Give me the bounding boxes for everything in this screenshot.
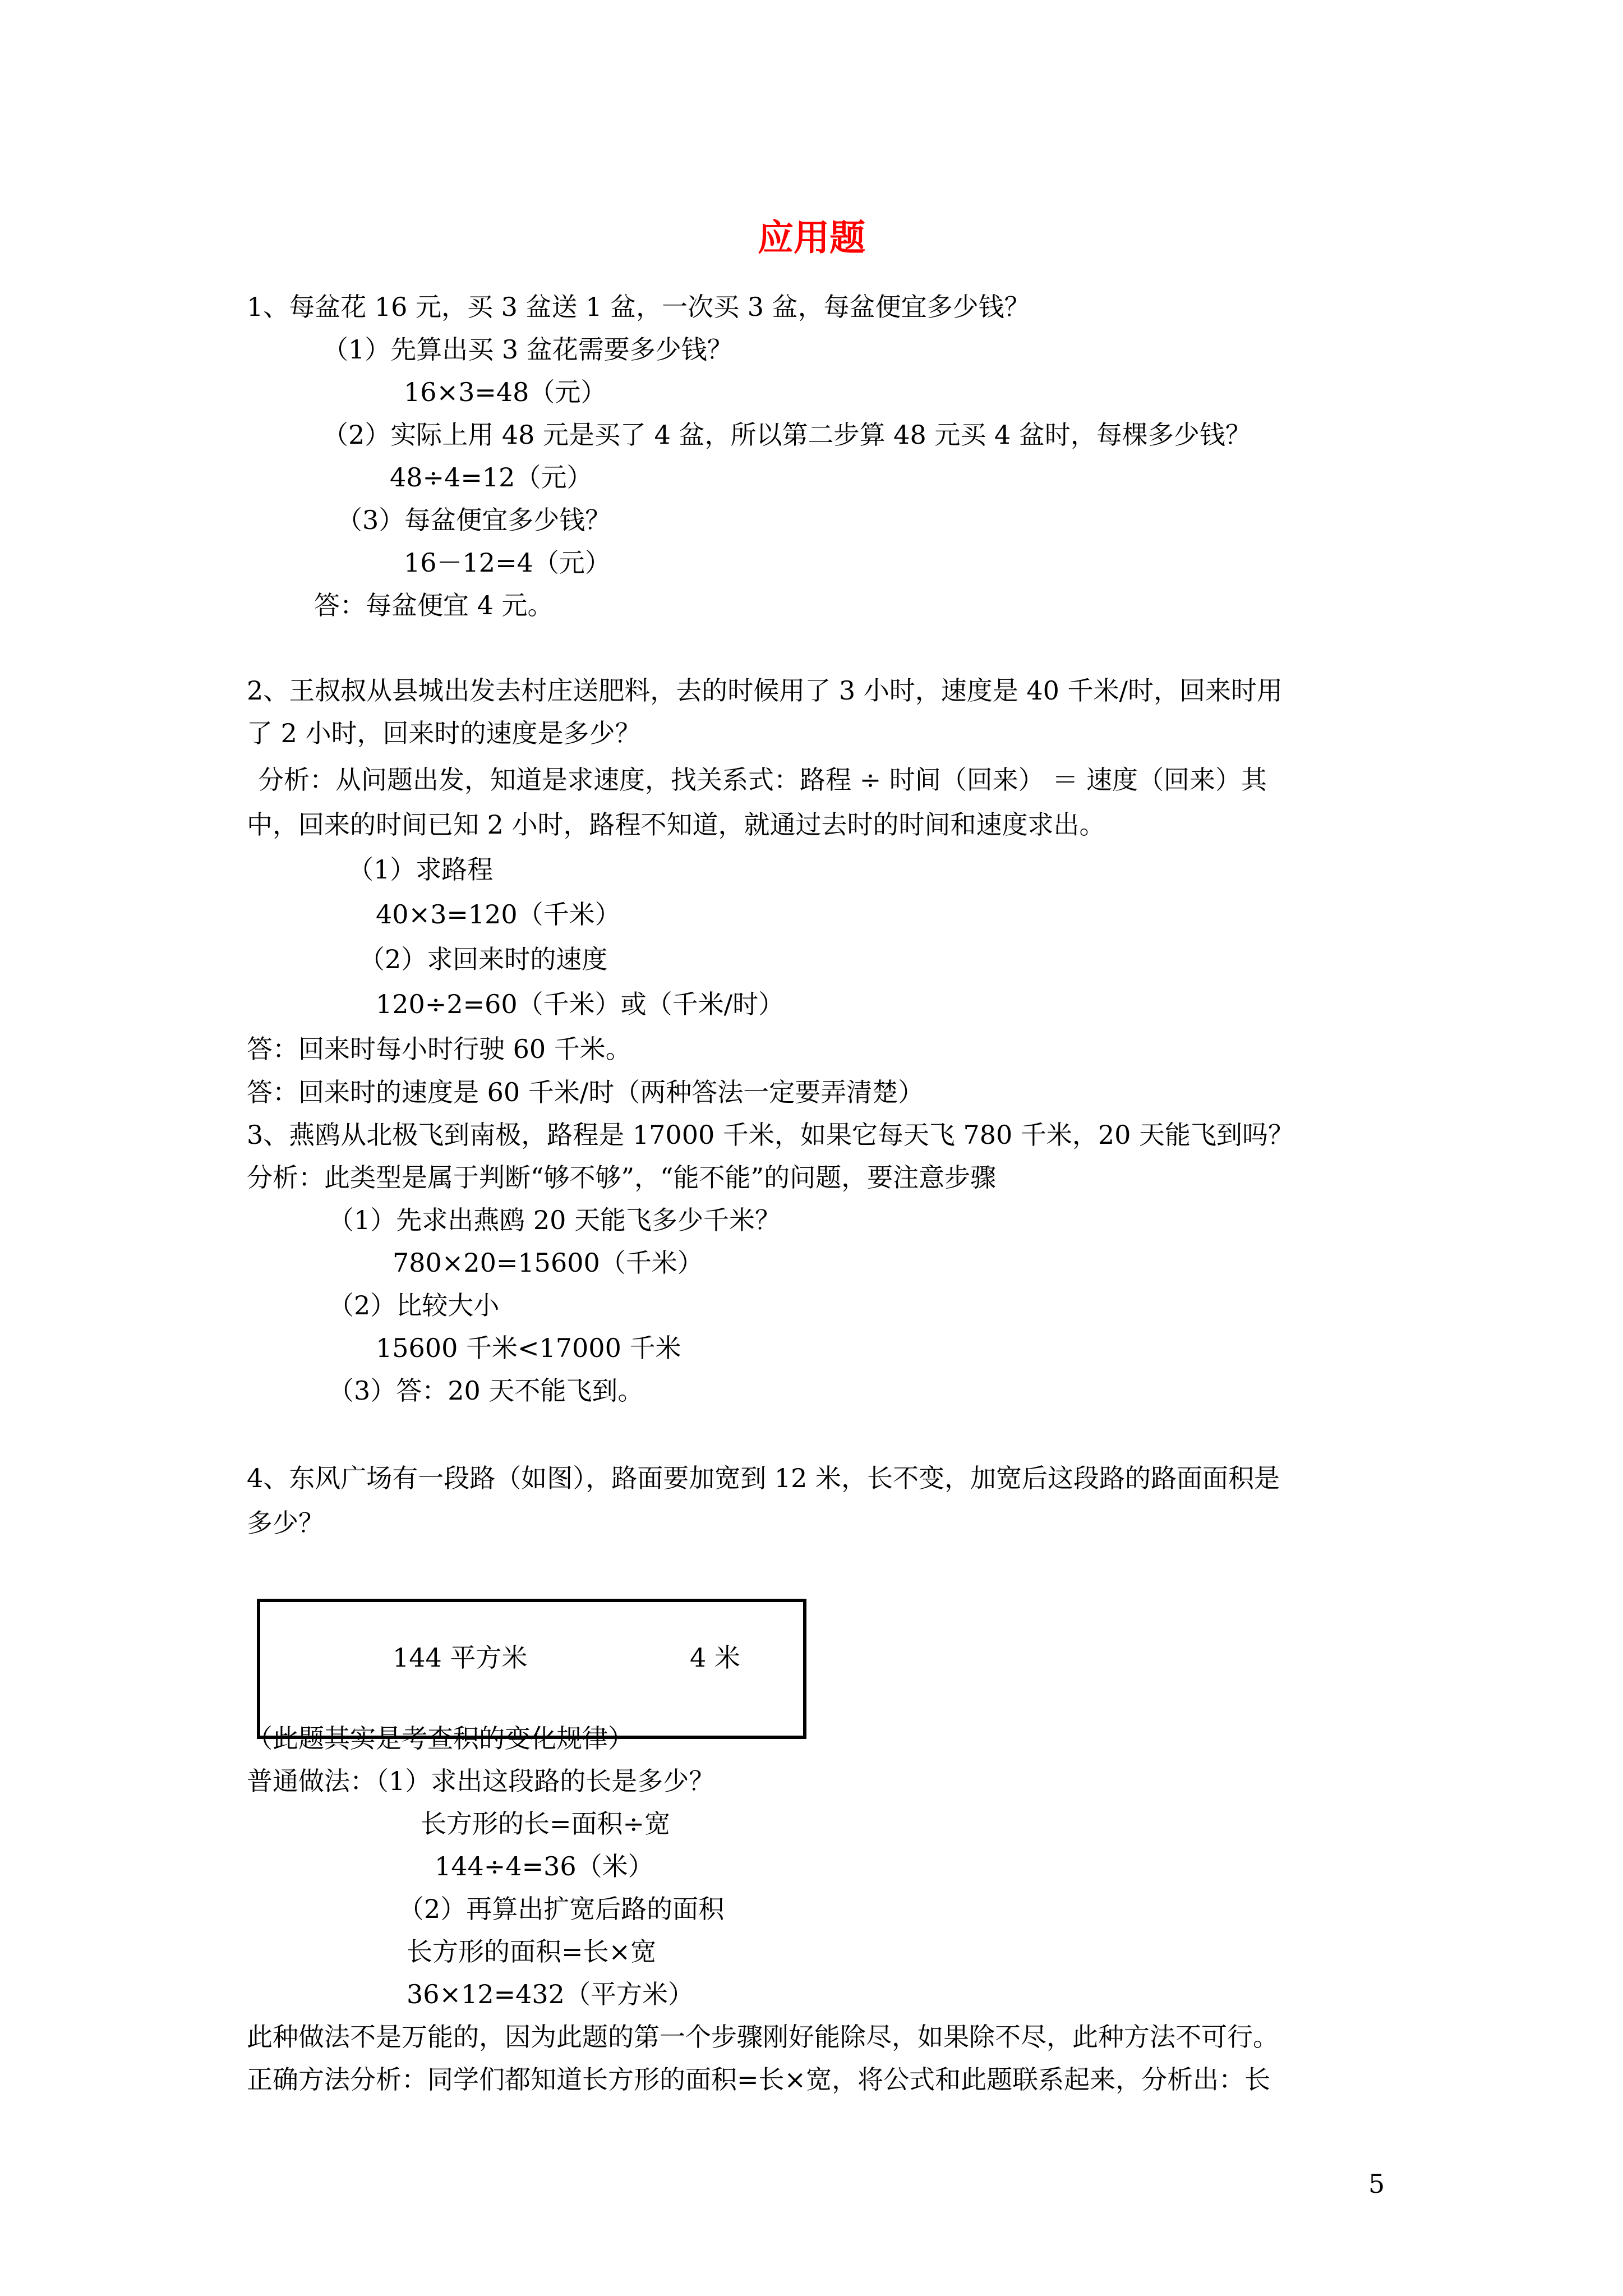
q2-answer2: 答：回来时的速度是 60 千米/时（两种答法一定要弄清楚） <box>247 1077 924 1107</box>
q2-calc2: 120÷2=60（千米）或（千米/时） <box>376 989 785 1019</box>
q4-step2: （2）再算出扩宽后路的面积 <box>398 1894 725 1924</box>
q4-note: （此题其实是考查积的变化规律） <box>247 1723 634 1754</box>
q1-question: 1、每盆花 16 元，买 3 盆送 1 盆，一次买 3 盆，每盆便宜多少钱？ <box>247 292 1030 322</box>
q2-analysis-line1: 分析：从问题出发，知道是求速度，找关系式：路程 ÷ 时间（回来） ＝ 速度（回来）其 <box>258 765 1267 795</box>
q4-comment: 此种做法不是万能的，因为此题的第一个步骤刚好能除尽，如果除不尽，此种方法不可行。 <box>247 2022 1279 2052</box>
q1-calc2: 48÷4=12（元） <box>390 462 593 493</box>
q3-question: 3、燕鸥从北极飞到南极，路程是 17000 千米，如果它每天飞 780 千米，20 天能飞到吗？ <box>247 1120 1294 1150</box>
q4-correct-method: 正确方法分析：同学们都知道长方形的面积=长×宽，将公式和此题联系起来，分析出：长 <box>247 2064 1271 2095</box>
q3-calc1: 780×20=15600（千米） <box>393 1248 703 1278</box>
q3-step2: （2）比较大小 <box>328 1290 500 1320</box>
q1-calc1: 16×3=48（元） <box>404 377 607 407</box>
q2-step2: （2）求回来时的速度 <box>359 944 608 974</box>
q4-calc2: 36×12=432（平方米） <box>407 1979 694 2009</box>
q1-step3: （3）每盆便宜多少钱？ <box>336 505 611 535</box>
page-title: 应用题 <box>758 217 865 259</box>
q4-formula1: 长方形的长=面积÷宽 <box>421 1809 671 1839</box>
q1-calc3: 16－12=4（元） <box>404 547 611 578</box>
q3-step3: （3）答：20 天不能飞到。 <box>328 1375 644 1406</box>
page-number: 5 <box>1368 2169 1385 2199</box>
q4-formula2: 长方形的面积=长×宽 <box>407 1936 657 1967</box>
q4-calc1: 144÷4=36（米） <box>435 1851 654 1881</box>
q2-question-line2: 了 2 小时，回来时的速度是多少？ <box>247 718 641 748</box>
figure-width-label: 4 米 <box>690 1642 740 1673</box>
q2-analysis-line2: 中，回来的时间已知 2 小时，路程不知道，就通过去时的时间和速度求出。 <box>247 809 1105 840</box>
q3-step1: （1）先求出燕鸥 20 天能飞多少千米？ <box>328 1205 781 1235</box>
q3-analysis: 分析：此类型是属于判断“够不够”，“能不能”的问题，要注意步骤 <box>247 1162 997 1193</box>
q4-method-step1: 普通做法：（1）求出这段路的长是多少？ <box>247 1766 715 1796</box>
q2-question-line1: 2、王叔叔从县城出发去村庄送肥料，去的时候用了 3 小时，速度是 40 千米/时，回来时用 <box>247 675 1283 706</box>
q4-question-line1: 4、东风广场有一段路（如图），路面要加宽到 12 米，长不变，加宽后这段路的路面面积是 <box>247 1463 1280 1493</box>
q1-step2: （2）实际上用 48 元是买了 4 盆，所以第二步算 48 元买 4 盆时，每棵多少钱？ <box>322 420 1251 450</box>
q1-step1: （1）先算出买 3 盆花需要多少钱？ <box>322 334 733 365</box>
q4-question-line2: 多少？ <box>247 1508 324 1538</box>
q2-calc1: 40×3=120（千米） <box>376 899 621 930</box>
q2-answer1: 答：回来时每小时行驶 60 千米。 <box>247 1034 631 1064</box>
q2-step1: （1）求路程 <box>348 854 494 885</box>
q3-calc2: 15600 千米<17000 千米 <box>376 1333 681 1363</box>
figure-area-label: 144 平方米 <box>393 1642 528 1673</box>
q1-answer: 答：每盆便宜 4 元。 <box>314 590 554 620</box>
